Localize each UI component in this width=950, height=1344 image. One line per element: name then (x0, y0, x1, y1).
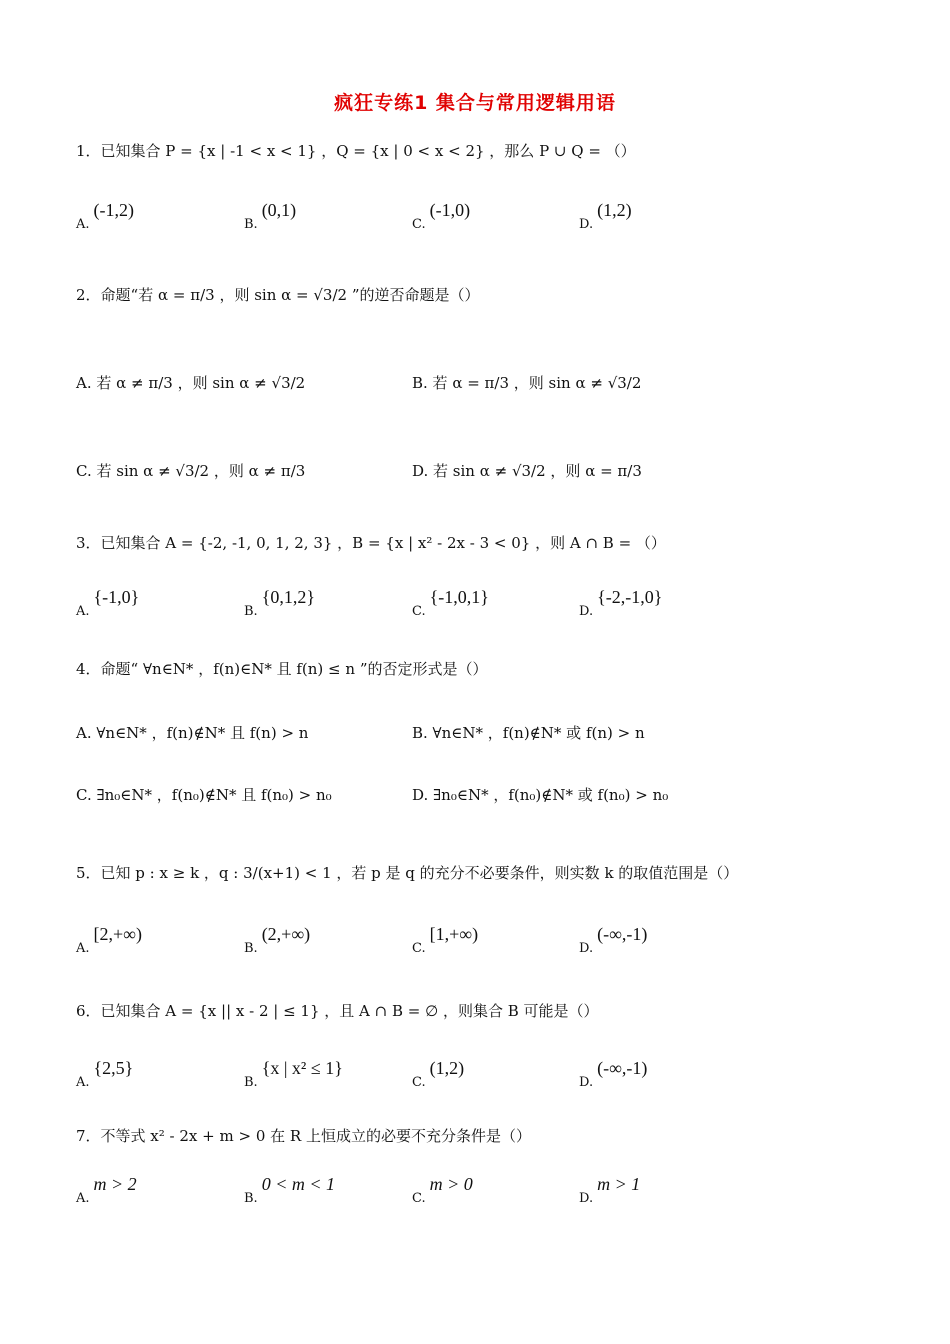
question-2-stem: 2．命题“若 α = π/3 ，则 sin α = √3/2 ”的逆否命题是（） (76, 286, 480, 304)
option-b: $_{B.}${0,1,2} (244, 587, 315, 619)
option-a: $_{A.}$[2,+∞) (76, 924, 143, 956)
document-title: 疯狂专练1 集合与常用逻辑用语 (334, 92, 616, 114)
option-d: $_{D.}$(1,2) (579, 200, 632, 232)
option-c: $_{C.}$(1,2) (412, 1058, 465, 1090)
question-6-stem: 6．已知集合 A = {x || x - 2 | ≤ 1} ，且 A ∩ B = ∅ ，则集合 B 可能是（） (76, 1002, 599, 1020)
option-c: $_{C.}$m > 0 (412, 1174, 473, 1206)
option-d: D. ∃n₀∈N* ，f(n₀)∉N* 或 f(n₀) > n₀ (412, 786, 669, 804)
option-a: $_{A.}${2,5} (76, 1058, 134, 1090)
question-7-stem: 7．不等式 x² - 2x + m > 0 在 R 上恒成立的必要不充分条件是（） (76, 1127, 531, 1145)
option-a: A. ∀n∈N* ，f(n)∉N* 且 f(n) > n (76, 724, 309, 742)
question-1-stem: 1．已知集合 P = {x | -1 < x < 1} ，Q = {x | 0 < x < 2} ，那么 P ∪ Q = （） (76, 142, 636, 160)
option-b: B. ∀n∈N* ，f(n)∉N* 或 f(n) > n (412, 724, 645, 742)
option-d: D. 若 sin α ≠ √3/2 ，则 α = π/3 (412, 462, 642, 480)
option-a: $_{A.}$m > 2 (76, 1174, 137, 1206)
question-5-stem: 5．已知 p : x ≥ k ，q : 3/(x+1) < 1 ，若 p 是 q 的充分不必要条件，则实数 k 的取值范围是（） (76, 864, 739, 882)
option-b: $_{B.}${x | x² ≤ 1} (244, 1058, 343, 1090)
question-3-stem: 3．已知集合 A = {-2, -1, 0, 1, 2, 3} ，B = {x | x² - 2x - 3 < 0} ，则 A ∩ B = （） (76, 534, 666, 552)
option-a: A. 若 α ≠ π/3 ，则 sin α ≠ √3/2 (76, 374, 306, 392)
option-b: B. 若 α = π/3 ，则 sin α ≠ √3/2 (412, 374, 642, 392)
option-d: $_{D.}$(-∞,-1) (579, 1058, 648, 1090)
option-c: C. ∃n₀∈N* ，f(n₀)∉N* 且 f(n₀) > n₀ (76, 786, 332, 804)
option-b: $_{B.}$0 < m < 1 (244, 1174, 335, 1206)
question-4-stem: 4．命题“ ∀n∈N* ，f(n)∈N* 且 f(n) ≤ n ”的否定形式是（） (76, 660, 488, 678)
option-b: $_{B.}$(2,+∞) (244, 924, 311, 956)
option-d: $_{D.}$(-∞,-1) (579, 924, 648, 956)
option-a: $_{A.}${-1,0} (76, 587, 140, 619)
option-c: C. 若 sin α ≠ √3/2 ，则 α ≠ π/3 (76, 462, 306, 480)
option-c: $_{C.}$(-1,0) (412, 200, 471, 232)
option-c: $_{C.}${-1,0,1} (412, 587, 489, 619)
option-c: $_{C.}$[1,+∞) (412, 924, 479, 956)
option-b: $_{B.}$(0,1) (244, 200, 297, 232)
option-d: $_{D.}${-2,-1,0} (579, 587, 663, 619)
option-d: $_{D.}$m > 1 (579, 1174, 641, 1206)
option-a: $_{A.}$(-1,2) (76, 200, 135, 232)
